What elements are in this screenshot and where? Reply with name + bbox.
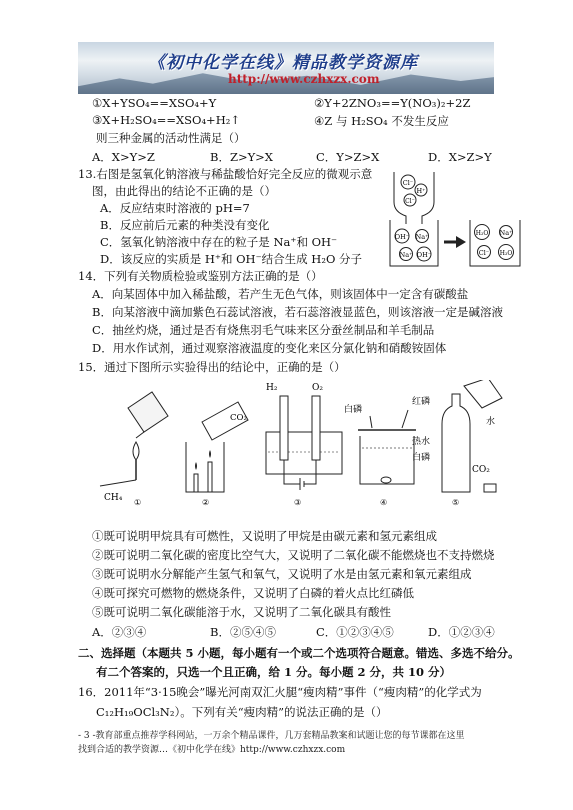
ion-cl-label: Cl⁻ [402, 179, 414, 187]
ion-na-label-2: Na⁺ [399, 251, 413, 259]
q16-stem-line1: 16．2011年“3·15晚会”曝光河南双汇火腿“瘦肉精”事件（“瘦肉精”的化学式为 [78, 685, 482, 699]
q12-eq4: ④Z 与 H₂SO₄ 不发生反应 [314, 114, 449, 128]
white-p-label-2: 白磷 [412, 453, 431, 463]
q15-stem: 15．通过下图所示实验得出的结论中，正确的是（） [78, 360, 346, 374]
fig-num-2: ② [202, 498, 210, 507]
figure-3-electrolysis [266, 383, 342, 507]
q13-stem-line2: 图，由此得出的结论不正确的是（） [92, 184, 276, 198]
q12-option-a[interactable]: A．X>Y>Z [92, 150, 155, 164]
molecule-h2o-label-2: H₂O [499, 250, 513, 257]
h2-label: H₂ [266, 383, 278, 393]
q12-option-b[interactable]: B．Z>Y>X [210, 150, 273, 164]
fig-num-1: ① [134, 498, 142, 507]
fig-num-4: ④ [380, 498, 388, 507]
q12-eq1: ①X+YSO₄==XSO₄+Y [92, 96, 217, 110]
molecule-h2o-label: H₂O [475, 230, 489, 237]
q15-statement-1: ①既可说明甲烷具有可燃性，又说明了甲烷是由碳元素和氢元素组成 [92, 529, 437, 543]
q14-option-d[interactable]: D．用水作试剂，通过观察溶液温度的变化来区分氯化钠和硝酸铵固体 [92, 341, 447, 355]
section2-heading-line2: 有二个答案的，只选一个且正确，给 1 分。每小题 2 分，共 10 分） [96, 665, 452, 679]
q15-experiment-figures [90, 380, 510, 510]
figure-1-methane [100, 392, 168, 507]
q15-statement-2: ②既可说明二氧化碳的密度比空气大，又说明了二氧化碳不能燃烧也不支持燃烧 [92, 548, 495, 562]
o2-label: O₂ [312, 383, 323, 393]
q16-stem-line2: C₁₂H₁₉OCl₃N₂）。下列有关“瘦肉精”的说法正确的是（） [96, 705, 388, 719]
q15-option-c[interactable]: C．①②③④⑤ [316, 625, 394, 639]
q15-option-a[interactable]: A．②③④ [92, 625, 147, 639]
q14-option-b[interactable]: B．向某溶液中滴加紫色石蕊试溶液，若石蕊溶液显蓝色，则该溶液一定是碱溶液 [92, 305, 503, 319]
co2-label-b: CO₂ [472, 465, 490, 475]
figure-2-co2-candles [186, 402, 248, 507]
hot-water-label: 热水 [412, 437, 431, 447]
ion-cl-label-3: Cl⁻ [478, 249, 490, 257]
header-banner [78, 42, 494, 94]
banner-title: 《初中化学在线》精品教学资源库 [148, 53, 418, 73]
q14-option-c[interactable]: C．抽丝灼烧，通过是否有烧焦羽毛气味来区分蚕丝制品和羊毛制品 [92, 323, 435, 337]
section2-heading-line1: 二、选择题（本题共 5 小题，每小题有一个或二个选项符合题意。错选、多选不给分。 [78, 646, 520, 660]
fig-num-3: ③ [294, 498, 302, 507]
q15-option-b[interactable]: B．②⑤④⑤ [210, 625, 276, 639]
ion-oh-label-2: OH⁻ [416, 251, 432, 259]
q14-option-a[interactable]: A．向某固体中加入稀盐酸，若产生无色气体，则该固体中一定含有碳酸盐 [92, 287, 469, 301]
footer-line2[interactable]: 找到合适的教学资源…《初中化学在线》http://www.czhxzx.com [78, 745, 346, 755]
ion-cl-label-2: Cl⁻ [405, 198, 415, 205]
footer-line1: - 3 -教育部重点推荐学科网站，一万余个精品课件，几万套精品教案和试题让您的每节课都在这里 [78, 731, 465, 741]
q15-option-d[interactable]: D．①②③④ [428, 625, 495, 639]
white-p-label-1: 白磷 [344, 405, 363, 415]
q13-stem-line1: 13.右图是氢氧化钠溶液与稀盐酸恰好完全反应的微观示意 [78, 167, 373, 181]
q12-option-c[interactable]: C．Y>Z>X [316, 150, 380, 164]
q13-option-c[interactable]: C．氢氧化钠溶液中存在的粒子是 Na⁺和 OH⁻ [100, 235, 338, 249]
q15-statement-5: ⑤既可说明二氧化碳能溶于水，又说明了二氧化碳具有酸性 [92, 605, 391, 619]
ion-na-label: Na⁺ [415, 233, 429, 241]
fig-num-5: ⑤ [452, 498, 460, 507]
figure-5-co2-bottle [442, 380, 502, 507]
q12-eq2: ②Y+2ZNO₃==Y(NO₃)₂+2Z [314, 96, 471, 110]
ion-h-label: H⁺ [416, 187, 426, 195]
banner-url[interactable]: http://www.czhxzx.com [228, 72, 380, 86]
q15-statement-4: ④既可探究可燃物的燃烧条件，又说明了白磷的着火点比红磷低 [92, 586, 414, 600]
co2-label-a: CO₂ [230, 413, 247, 423]
ion-na-label-3: Na⁺ [499, 229, 513, 237]
q13-option-d[interactable]: D．该反应的实质是 H⁺和 OH⁻结合生成 H₂O 分子 [100, 252, 363, 266]
q12-option-d[interactable]: D．X>Z>Y [428, 150, 492, 164]
q13-micro-diagram [384, 168, 524, 272]
q14-stem: 14．下列有关物质检验或鉴别方法正确的是（） [78, 269, 323, 283]
q12-stem: 则三种金属的活动性满足（） [96, 131, 246, 145]
water-label: 水 [486, 417, 496, 427]
q15-statement-3: ③既可说明水分解能产生氢气和氧气，又说明了水是由氢元素和氧元素组成 [92, 567, 472, 581]
red-p-label: 红磷 [412, 397, 431, 407]
q13-option-a[interactable]: A．反应结束时溶液的 pH=7 [100, 201, 250, 215]
ion-oh-label: OH⁻ [394, 233, 410, 241]
ch4-label: CH₄ [104, 493, 123, 503]
q12-eq3: ③X+H₂SO₄==XSO₄+H₂↑ [92, 113, 240, 127]
q13-option-b[interactable]: B．反应前后元素的种类没有变化 [100, 218, 270, 232]
figure-4-phosphorus [344, 395, 430, 507]
